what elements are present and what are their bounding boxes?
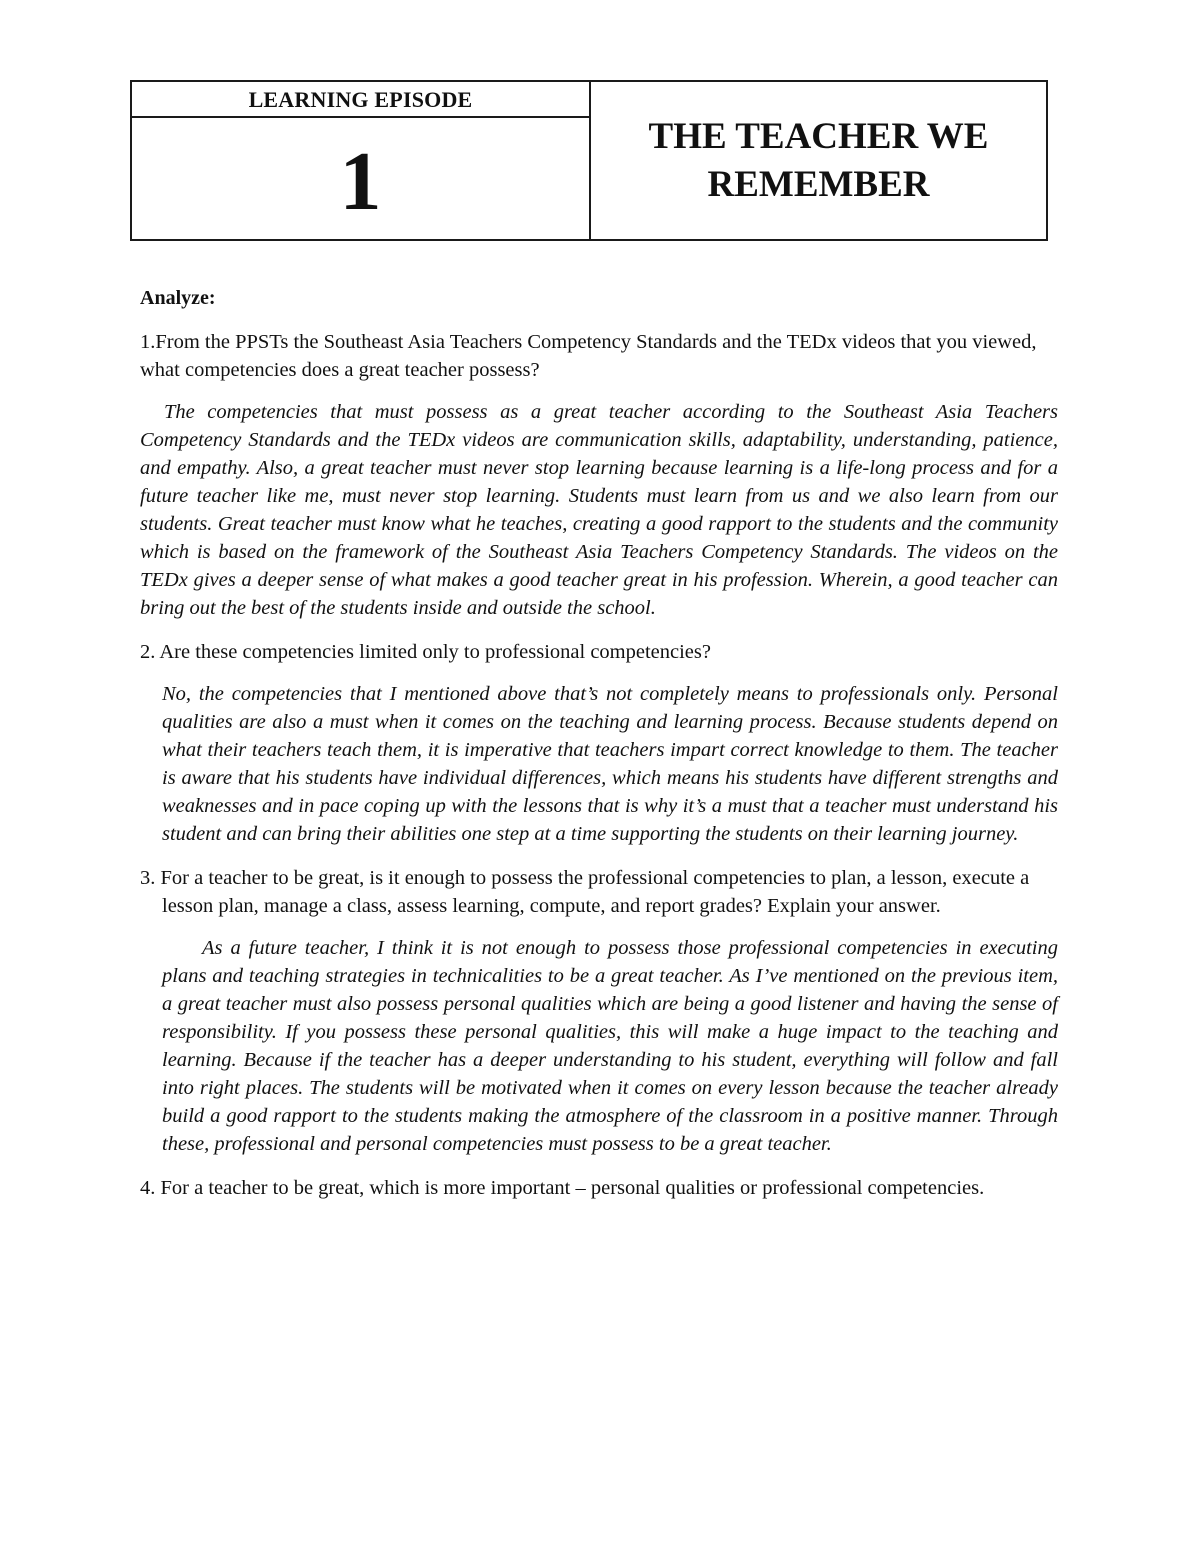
answer-2: No, the competencies that I mentioned above that’s not completely means to professionals only. Personal qualities are also a must when it comes on the teaching and learning process. Because students depend on what their teachers teach them, it is imperative that teachers impart correct knowledge to them. The teacher is aware that his students have individual differences, which means his students have different strengths and weaknesses and in pace coping up with the lessons that is why it’s a must that a teacher must understand his student and can bring their abilities one step at a time supporting the students on their learning journey.: [162, 683, 1058, 845]
question-4: 4. For a teacher to be great, which is more important – personal qualities or professional competencies.: [140, 1177, 985, 1199]
episode-number-cell: [132, 82, 591, 239]
question-3: 3. For a teacher to be great, is it enough to possess the professional competencies to plan, a lesson, execute a lesson plan, manage a class, assess learning, compute, and report grades? Explain your answer.: [140, 867, 1030, 917]
question-2: 2. Are these competencies limited only to professional competencies?: [140, 641, 711, 663]
episode-header-table: [130, 80, 1048, 241]
answer-1: The competencies that must possess as a great teacher according to the Southeast Asia Teachers Competency Standards and the TEDx videos are communication skills, adaptability, understanding, patience, and empathy. Also, a great teacher must never stop learning because learning is a life-long process and for a future teacher like me, must never stop learning. Students must learn from us and we also learn from our students. Great teacher must know what he teaches, creating a good rapport to the students and the community which is based on the framework of the Southeast Asia Teachers Competency Standards. The videos on the TEDx gives a deeper sense of what makes a good teacher great in his profession. Wherein, a good teacher can bring out the best of the students inside and outside the school.: [140, 401, 1058, 619]
document-body: [140, 284, 1058, 1216]
answer-3: As a future teacher, I think it is not enough to possess those professional competencies in executing plans and teaching strategies in technicalities to be a great teacher. As I’ve mentioned on the previous item, a great teacher must also possess personal qualities which are being a good listener and having the sense of responsibility. If you possess these personal qualities, this will make a huge impact to the teaching and learning. Because if the teacher has a deeper understanding to his student, everything will follow and fall into right places. The students will be motivated when it comes on every lesson because the teacher already build a good rapport to the students making the atmosphere of the classroom in a positive manner. Through these, professional and personal competencies must possess to be a great teacher.: [162, 937, 1058, 1155]
question-1: 1.From the PPSTs the Southeast Asia Teachers Competency Standards and the TEDx videos that you viewed, what competencies does a great teacher possess?: [140, 331, 1037, 381]
episode-title-cell: [591, 82, 1046, 239]
section-heading: Analyze:: [140, 287, 216, 309]
episode-number: 1: [339, 134, 382, 228]
episode-label: LEARNING EPISODE: [132, 82, 589, 118]
episode-title: THE TEACHER WE REMEMBER: [648, 115, 989, 205]
